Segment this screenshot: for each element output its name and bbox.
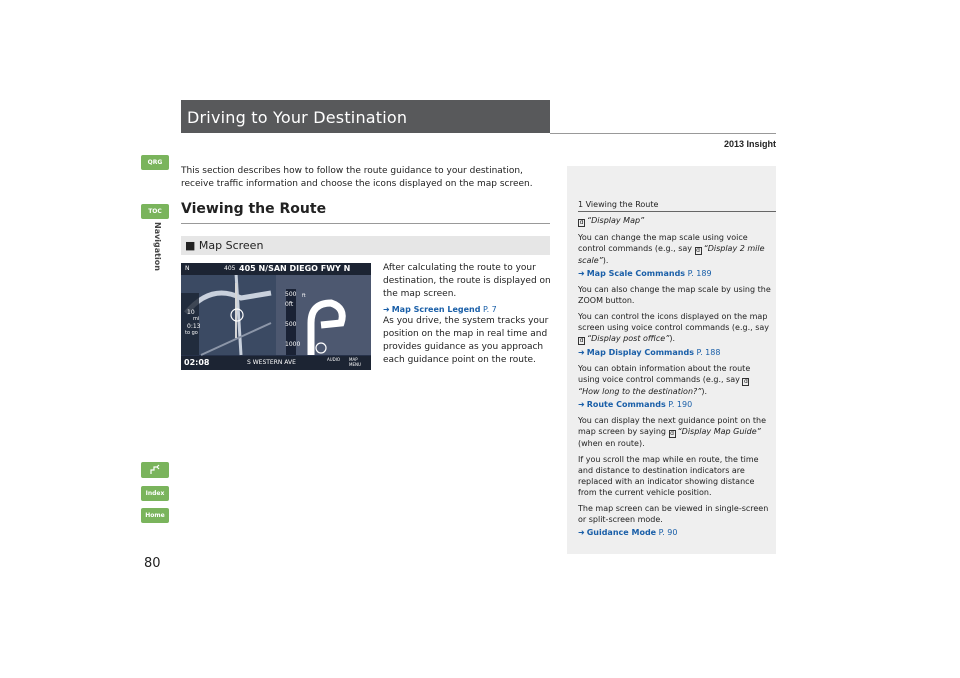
map-far: 1000 [285,341,301,348]
sidebar-rule [578,211,776,212]
voice-icon: d [579,337,584,344]
voice-command-button[interactable] [141,462,169,478]
map-shield: 405 [224,265,236,272]
voice-icon: d [744,378,748,385]
map-screen-legend-link[interactable]: ➜ Map Screen Legend P. 7 [383,305,497,314]
sidebar-paragraph-7: The map screen can be viewed in single-screen or split-screen mode. [578,504,769,524]
header-rule [550,133,776,134]
toc-button[interactable]: TOC [141,204,169,219]
link-arrow-icon: ➜ [578,400,585,409]
link-arrow-icon: ➜ [383,305,390,314]
map-eta: 0:13 [187,323,201,330]
route-commands-link[interactable]: ➜ Route Commands P. 190 [578,400,693,409]
subsection-bar [181,236,550,255]
sidebar-body [578,215,773,543]
map-distance-unit: mi [193,316,200,322]
map-to-go: to go [185,330,198,336]
link-arrow-icon: ➜ [578,269,585,278]
map-road-name: 405 N/SAN DIEGO FWY N [239,264,351,273]
route-text-1: After calculating the route to your destination, the route is displayed on the map screen. [383,263,551,299]
voice-icon [148,464,162,476]
home-button[interactable]: Home [141,508,169,523]
map-north-label: N [185,265,190,272]
map-distance: 10 [187,309,195,316]
sidebar-paragraph-4: You can obtain information about the route using voice control commands (e.g., say d“How long to the destination?”). [578,364,751,396]
chapter-title-bar [181,100,550,133]
intro-text: This section describes how to follow the route guidance to your destination, receive traffic information and choose the icons displayed on the map screen. [181,166,533,189]
map-street-name: S WESTERN AVE [247,359,296,366]
sidebar-header: 1 Viewing the Route [578,200,659,209]
map-audio-button: AUDIO [327,357,341,362]
section-heading: Viewing the Route [181,201,327,217]
chapter-title: Driving to Your Destination [187,108,408,127]
map-zero: 0ft [285,301,294,308]
sidebar-paragraph-5: You can display the next guidance point on the map screen by saying d “Display Map Guide” (when en route). [578,416,766,448]
link-arrow-icon: ➜ [578,348,585,357]
map-display-commands-link[interactable]: ➜ Map Display Commands P. 188 [578,348,721,357]
map-scale-unit: ft [302,293,306,299]
map-scale: 500 [285,291,297,298]
map-scale-commands-link[interactable]: ➜ Map Scale Commands P. 189 [578,269,712,278]
route-paragraph-1 [383,262,553,316]
page-number: 80 [144,556,161,571]
navigation-section-label: Navigation [153,222,162,271]
link-arrow-icon: ➜ [578,528,585,537]
map-mid: 500 [285,321,297,328]
sidebar-paragraph-2: You can also change the map scale by using the ZOOM button. [578,285,771,305]
map-menu-button: MAP MENU [349,357,361,367]
index-button[interactable]: Index [141,486,169,501]
subsection-heading: ■ Map Screen [185,239,264,252]
section-rule [181,223,550,224]
sidebar-paragraph-6: If you scroll the map while en route, the time and distance to destination indicators are replaced with an indicator showing distance from the current vehicle position. [578,455,759,497]
voice-icon: d [579,219,584,226]
map-time: 02:08 [184,358,210,367]
voice-icon: d [670,430,674,437]
sidebar-paragraph-3: You can control the icons displayed on the map screen using voice control commands (e.g., say d “Display post office”). [578,312,770,344]
voice-icon: d [696,247,700,254]
map-screen-image [181,263,371,370]
guidance-mode-link[interactable]: ➜ Guidance Mode P. 90 [578,528,678,537]
qrg-button[interactable]: QRG [141,155,169,170]
route-paragraph-2: As you drive, the system tracks your position on the map in real time and provides guidance as you approach each guidance point on the route. [383,316,549,365]
model-label: 2013 Insight [723,139,776,149]
sidebar-command-1: d “Display Map” [579,216,645,226]
sidebar-paragraph-1: You can change the map scale using voice control commands (e.g., say d “Display 2 mile scale”). [578,233,765,265]
